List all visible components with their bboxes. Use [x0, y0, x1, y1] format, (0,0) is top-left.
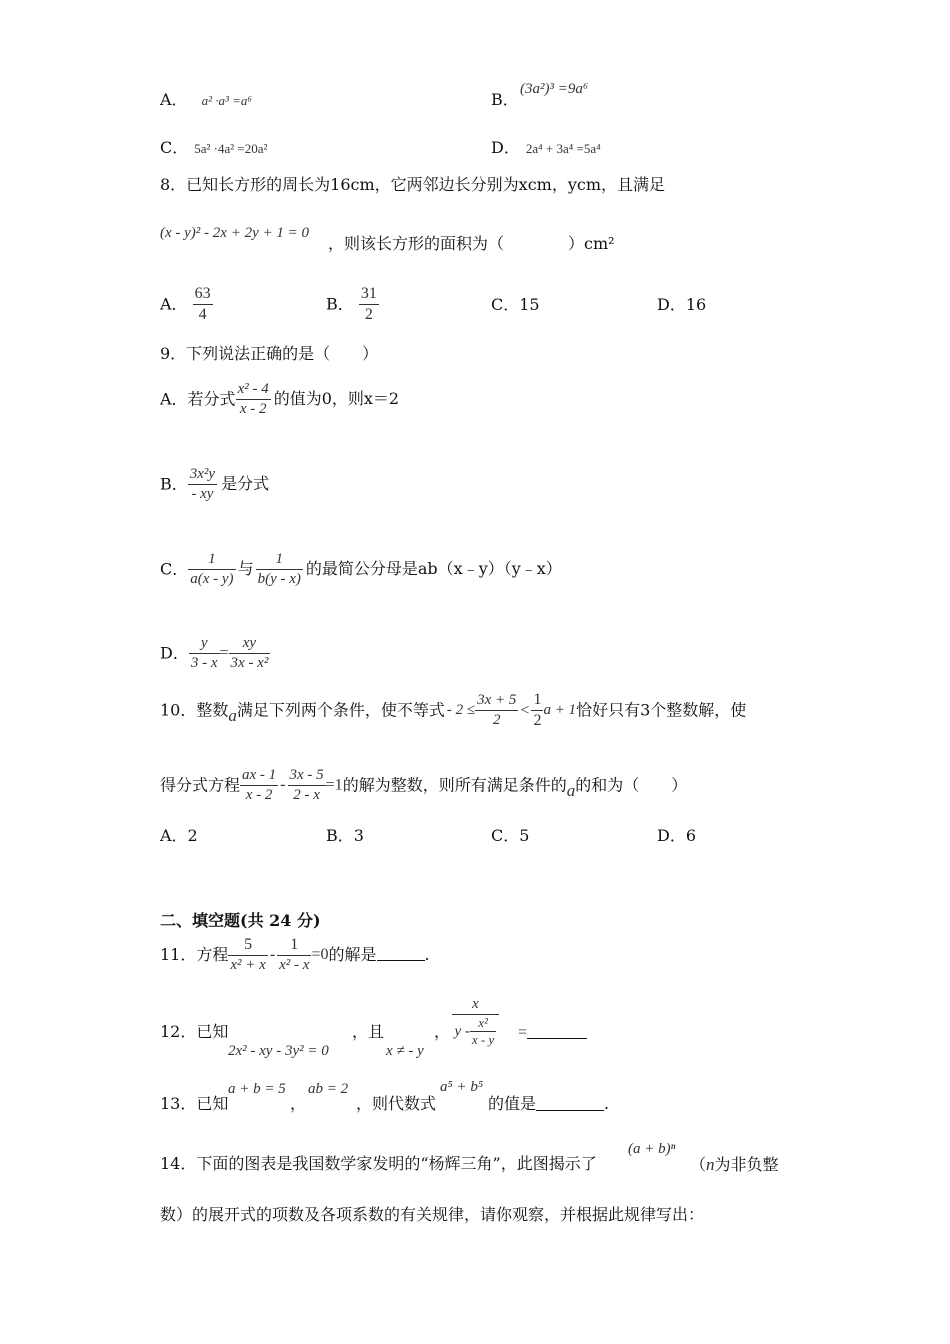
q7-option-c: C． 5a² ·4a² =20a²: [160, 138, 268, 157]
q10-option-b: B．3: [326, 826, 364, 845]
q14-line2: 数）的展开式的项数及各项系数的有关规律，请你观察，并根据此规律写出：: [160, 1205, 705, 1224]
q13-start: 13．已知: [160, 1094, 229, 1113]
q9-option-a-fraction: $\frac{\text{x² - 4}}{x - 2}$: [237, 381, 269, 417]
q13-mid: ，则代数式: [356, 1094, 437, 1113]
q10-option-a: A．2: [160, 826, 198, 845]
q9-option-b: B． $\frac{\text{3x²y}}{- xy}$ 是分式: [160, 466, 270, 502]
q9-option-c: C． $\frac{1}{a(x - y)}$ 与 $\frac{1}{b(y - x)}$ 的最简公分母是ab（x﹣y）（y﹣x）: [160, 551, 562, 587]
q11-answer-blank[interactable]: [377, 946, 425, 961]
q9-option-b-fraction: $\frac{\text{3x²y}}{- xy}$: [189, 466, 216, 502]
q12-condition-1: 2x² - xy - 3y² = 0: [228, 1043, 329, 1059]
q7-option-b-expr: (3a²)³ =9a⁶: [520, 81, 589, 97]
q8-option-d: D．16: [657, 295, 707, 314]
q8-option-a: A． $\frac{63}{4}$: [160, 285, 211, 323]
q14-line1-end: （n为非负整: [690, 1155, 779, 1174]
q12-complex-fraction: x y - $\frac{\text{x²}}{x - y}$: [452, 995, 499, 1048]
q8-stem-line2: ，则该长方形的面积为（ ）cm²: [328, 234, 615, 253]
q8-equation: (x - y)² - 2x + 2y + 1 = 0: [160, 225, 309, 241]
q10-half-fraction: $\frac{1}{2}$: [533, 691, 542, 729]
q9-option-a: A．若分式 $\frac{\text{x² - 4}}{x - 2}$ 的值为0，则x＝2: [160, 381, 400, 417]
q10-option-c: C．5: [491, 826, 530, 845]
q12-equals-blank: =: [518, 1024, 587, 1041]
q12-comma-2: ，: [434, 1022, 451, 1041]
q8-stem-line1: 8．已知长方形的周长为16cm，它两邻边长分别为xcm，ycm，且满足: [160, 175, 666, 194]
q13-expression: a⁵ + b⁵: [440, 1079, 484, 1095]
q10-inequality-fraction: $\frac{3x + 5}{2}$: [477, 692, 517, 728]
q13-answer-blank[interactable]: [536, 1096, 604, 1111]
q11-fraction-2: $\frac{1}{\text{x² - x}}$: [279, 936, 310, 973]
q8-option-c: C．15: [491, 295, 540, 314]
q7-option-d: D． 2a⁴ + 3a⁴ =5a⁴: [491, 138, 601, 157]
q14-line1-start: 14．下面的图表是我国数学家发明的“杨辉三角”，此图揭示了: [160, 1154, 597, 1173]
q10-option-d: D．6: [657, 826, 697, 845]
q9-option-c-fraction-1: $\frac{1}{a(x - y)}$: [190, 551, 234, 587]
q11-fraction-1: $\frac{5}{\text{x² + x}}$: [230, 936, 266, 973]
q12-comma-1: ，且: [352, 1022, 385, 1041]
q12-answer-blank[interactable]: [527, 1024, 587, 1039]
q11: 11．方程 $\frac{5}{\text{x² + x}}$ - $\frac{1}{\text{x² - x}}$ =0的解是 .: [160, 936, 430, 973]
q9-option-d-fraction-1: $\frac{y}{3 - x}$: [190, 635, 218, 671]
q7-option-b: B．: [491, 90, 519, 109]
q13-comma: ，: [290, 1094, 307, 1113]
q10-equation-fraction-1: $\frac{ax - 1}{x - 2}$: [242, 767, 277, 803]
q8-option-b-fraction: $\frac{31}{2}$: [360, 285, 377, 323]
q10-equation-fraction-2: $\frac{3x - 5}{2 - x}$: [289, 767, 324, 803]
q13-condition-1: a + b = 5: [228, 1081, 286, 1097]
q9-option-c-fraction-2: $\frac{1}{b(y - x)}$: [257, 551, 301, 587]
q12-start: 12．已知: [160, 1022, 229, 1041]
q9-stem: 9．下列说法正确的是（ ）: [160, 344, 379, 363]
q12-condition-2: x ≠ - y: [386, 1043, 424, 1059]
q10-line2: 得分式方程 $\frac{ax - 1}{x - 2}$ - $\frac{3x - 5}{2 - x}$ =1的解为整数，则所有满足条件的a的和为（ ）: [160, 767, 688, 803]
q8-option-a-fraction: $\frac{63}{4}$: [194, 285, 211, 323]
q13-condition-2: ab = 2: [308, 1081, 349, 1097]
q9-option-d: D． $\frac{y}{3 - x}$ = $\frac{xy}{\text{3x - x²}}$: [160, 635, 269, 671]
q10-line1: 10．整数a满足下列两个条件，使不等式 - 2 ≤ $\frac{3x + 5}{2}$ < $\frac{1}{2}$ a + 1恰好只有3个整数解，使: [160, 691, 747, 729]
q13-end: 的值是 .: [488, 1094, 610, 1113]
section-title: 二、填空题(共 24 分): [160, 911, 321, 930]
q9-option-d-fraction-2: $\frac{xy}{\text{3x - x²}}$: [230, 635, 269, 671]
q14-expression: (a + b)ⁿ: [628, 1141, 676, 1157]
q8-option-b: B． $\frac{31}{2}$: [326, 285, 377, 323]
q7-option-a: A． a² ·a³ =a⁶: [160, 90, 252, 109]
